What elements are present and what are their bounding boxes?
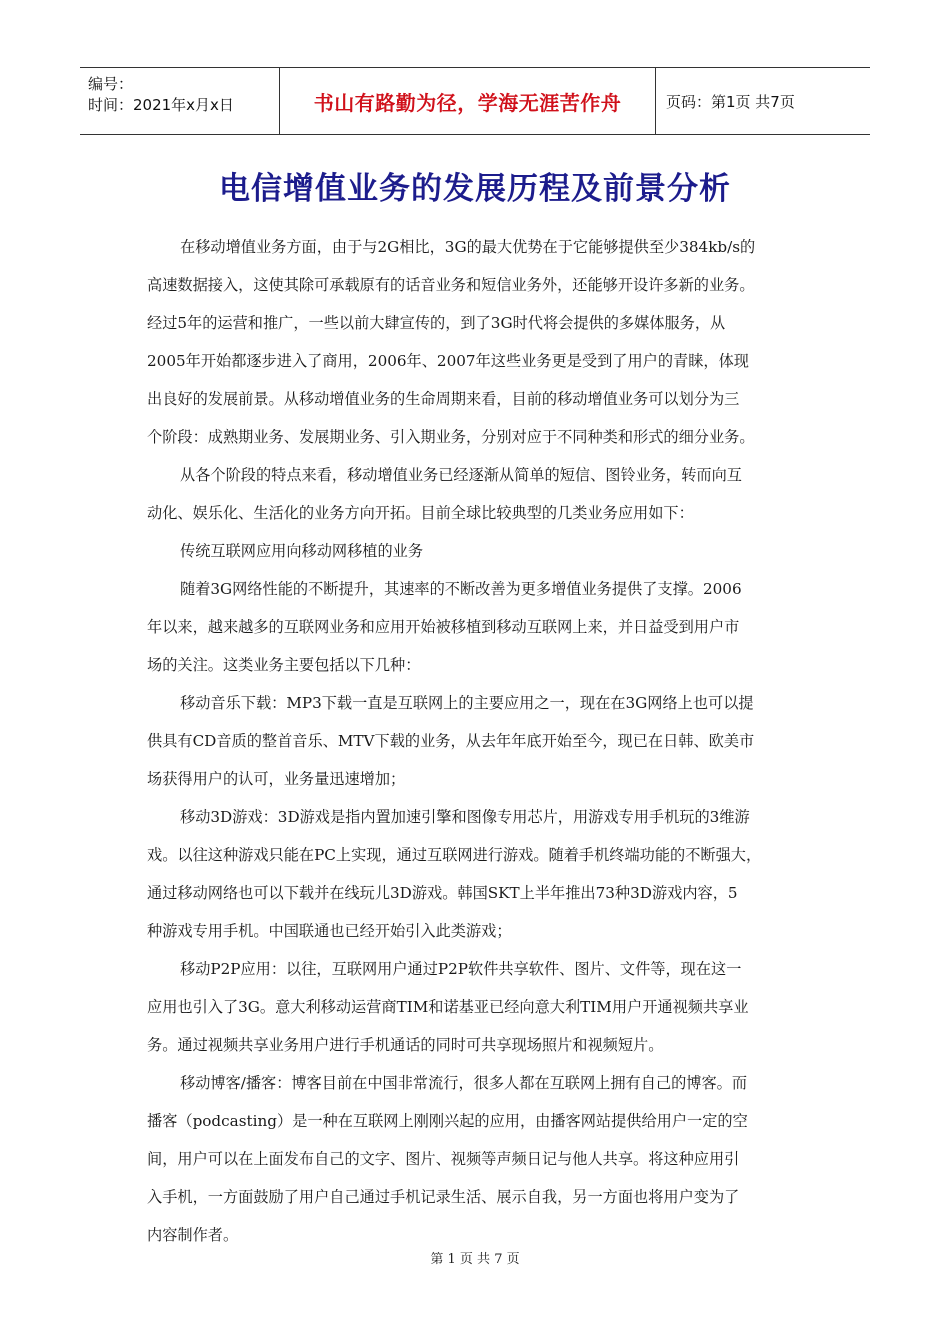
text-line: 2005年开始都逐步进入了商用，2006年、2007年这些业务更是受到了用户的青睐，体现: [147, 352, 749, 370]
text-line: 动化、娱乐化、生活化的业务方向开拓。目前全球比较典型的几类业务应用如下：: [147, 504, 694, 522]
text-line: 出良好的发展前景。从移动增值业务的生命周期来看，目前的移动增值业务可以划分为三: [147, 390, 740, 408]
text-line: 间，用户可以在上面发布自己的文字、图片、视频等声频日记与他人共享。将这种应用引: [147, 1150, 740, 1168]
text-line: 戏。以往这种游戏只能在PC上实现，通过互联网进行游戏。随着手机终端功能的不断强大，: [147, 846, 762, 864]
text-line: 种游戏专用手机。中国联通也已经开始引入此类游戏；: [147, 922, 512, 940]
text-line: 移动音乐下载：MP3下载一直是互联网上的主要应用之一，现在在3G网络上也可以提: [180, 694, 754, 712]
text-line: 从各个阶段的特点来看，移动增值业务已经逐渐从简单的短信、图铃业务，转而向互: [180, 466, 742, 484]
text-line: 供具有CD音质的整首音乐、MTV下载的业务，从去年年底开始至今，现已在日韩、欧美市: [147, 732, 755, 750]
text-line: 年以来，越来越多的互联网业务和应用开始被移植到移动互联网上来，并日益受到用户市: [147, 618, 740, 636]
text-line: 个阶段：成熟期业务、发展期业务、引入期业务，分别对应于不同种类和形式的细分业务。: [147, 428, 755, 446]
header-meta: [80, 68, 280, 134]
text-line: 移动P2P应用：以往，互联网用户通过P2P软件共享软件、图片、文件等，现在这一: [180, 960, 742, 978]
text-line: 高速数据接入，这使其除可承载原有的话音业务和短信业务外，还能够开设许多新的业务。: [147, 276, 755, 294]
page-footer: 第 1 页 共 7 页: [430, 1252, 520, 1267]
date-label: 时间：2021年x月x日: [88, 96, 234, 114]
text-line: 随着3G网络性能的不断提升，其速率的不断改善为更多增值业务提供了支撑。2006: [180, 580, 742, 598]
text-line: 在移动增值业务方面，由于与2G相比，3G的最大优势在于它能够提供至少384kb/s的: [180, 238, 756, 256]
page-header: [80, 67, 870, 135]
document-body: [147, 228, 812, 1254]
text-line: 入手机，一方面鼓励了用户自己通过手机记录生活、展示自我，另一方面也将用户变为了: [147, 1188, 740, 1206]
text-line: 经过5年的运营和推广，一些以前大肆宣传的，到了3G时代将会提供的多媒体服务，从: [147, 314, 726, 332]
text-line: 移动博客/播客：博客目前在中国非常流行，很多人都在互联网上拥有自己的博客。而: [180, 1074, 748, 1092]
header-motto: 书山有路勤为径，学海无涯苦作舟: [280, 68, 656, 134]
text-line: 移动3D游戏：3D游戏是指内置加速引擎和图像专用芯片，用游戏专用手机玩的3维游: [180, 808, 750, 826]
text-line: 务。通过视频共享业务用户进行手机通话的同时可共享现场照片和视频短片。: [147, 1036, 664, 1054]
text-line: 应用也引入了3G。意大利移动运营商TIM和诺基亚已经向意大利TIM用户开通视频共享业: [147, 998, 749, 1016]
text-line: 传统互联网应用向移动网移植的业务: [180, 542, 423, 560]
text-line: 内容制作者。: [147, 1226, 239, 1244]
text-line: 场的关注。这类业务主要包括以下几种：: [147, 656, 421, 674]
header-page-info: 页码：第1页 共7页: [666, 92, 795, 111]
text-line: 播客（podcasting）是一种在互联网上刚刚兴起的应用，由播客网站提供给用户一定的空: [147, 1112, 748, 1130]
text-line: 场获得用户的认可，业务量迅速增加；: [147, 770, 406, 788]
document-title: 电信增值业务的发展历程及前景分析: [219, 171, 731, 207]
number-label: 编号：: [88, 75, 134, 93]
text-line: 通过移动网络也可以下载并在线玩儿3D游戏。韩国SKT上半年推出73种3D游戏内容，5: [147, 884, 738, 902]
